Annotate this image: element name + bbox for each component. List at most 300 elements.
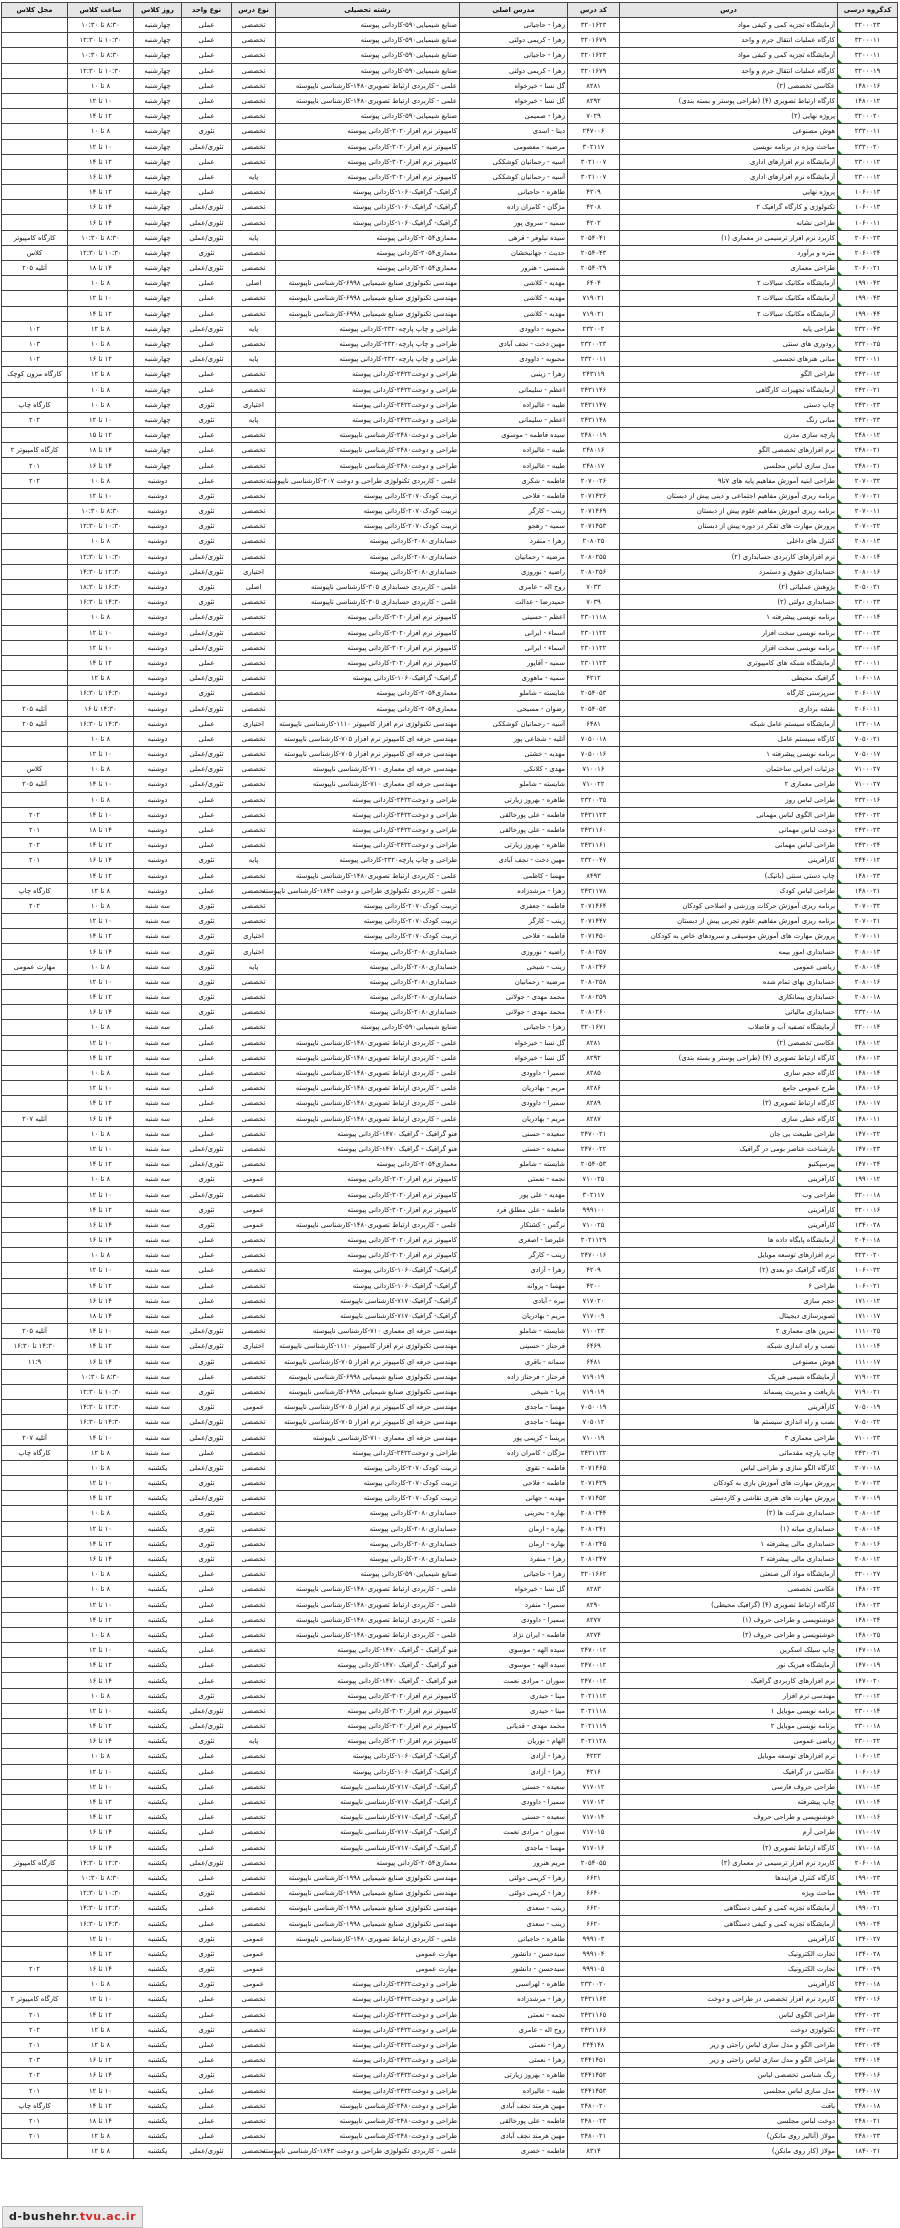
major-cell: گرافیک- گرافیک۷۱۷۰-کارشناسی ناپیوسته: [276, 1794, 460, 1809]
location-cell: [2, 1233, 68, 1248]
group-code-text: ۲۴۸۰۰۱۸: [854, 2101, 881, 2110]
teacher-cell: بهاره - ارمان: [460, 1536, 568, 1551]
table-row: [2, 1217, 898, 1232]
day-cell: یکشنبه: [134, 2037, 182, 2052]
course-type-cell: تخصصی: [232, 1825, 276, 1840]
course-type-cell: اختیاری: [232, 1339, 276, 1354]
course-title-cell: رنگ شناسی تخصصی لباس: [620, 2068, 838, 2083]
course-title-cell: آزمایشگاه شبکه های کامپیوتری: [620, 655, 838, 670]
group-code-cell: [838, 579, 898, 594]
time-cell: ۱۰ تا ۱۴: [68, 1324, 134, 1339]
table-row: [2, 655, 898, 670]
course-code-cell: ۷۱۰۰۲۵: [568, 1217, 620, 1232]
table-row: [2, 1688, 898, 1703]
time-cell: ۱۴ تا ۱۶: [68, 1551, 134, 1566]
unit-type-cell: تئوری: [182, 1400, 232, 1415]
teacher-cell: اسماء - ایرانی: [460, 640, 568, 655]
teacher-cell: سمیرا - منفرد: [460, 1597, 568, 1612]
course-type-cell: پایه: [232, 412, 276, 427]
course-code-cell: ۲۴۳۱۱۶۰: [568, 822, 620, 837]
unit-type-cell: تئوری: [182, 1551, 232, 1566]
major-cell: تربیت کودک۲۰۷۰-کاردانی پیوسته: [276, 488, 460, 503]
group-code-text: ۲۴۳۰۰۱۲: [854, 370, 881, 379]
teacher-cell: طاهره - بهروز زیارتی: [460, 2068, 568, 2083]
table-row: [2, 1248, 898, 1263]
table-row: [2, 1703, 898, 1718]
course-title-cell: سرپرستی کارگاه: [620, 686, 838, 701]
time-cell: ۱۴ تا ۱۶: [68, 200, 134, 215]
course-code-cell: ۲۴۳۱۱۴۷: [568, 397, 620, 412]
location-cell: [2, 1096, 68, 1111]
course-code-cell: ۸۲۸۳: [568, 1582, 620, 1597]
time-cell: ۱۴:۳۰ تا ۱۶: [68, 701, 134, 716]
time-cell: ۱۰ تا ۱۲: [68, 974, 134, 989]
teacher-cell: فاطمه - جعفری: [460, 898, 568, 913]
course-title-cell: آزمایشگاه تجزیه کمی و کیفی دستگاهی: [620, 1901, 838, 1916]
group-code-cell: [838, 1734, 898, 1749]
group-code-text: ۱۴۸۰۰۱۳: [854, 1053, 881, 1062]
cell-marker-icon: [838, 1805, 842, 1809]
teacher-cell: فاطمه - علی پورخالقی: [460, 2113, 568, 2128]
col-header-time: ساعت کلاس: [68, 3, 134, 18]
teacher-cell: فرحناز - فرحناز زاده: [460, 1369, 568, 1384]
group-code-cell: [838, 762, 898, 777]
course-title-cell: بافت: [620, 2098, 838, 2113]
course-title-cell: حسابداری شرکت ها (۲): [620, 1506, 838, 1521]
location-cell: [2, 655, 68, 670]
time-cell: ۸ تا ۱۰: [68, 1688, 134, 1703]
table-row: [2, 1460, 898, 1475]
unit-type-cell: عملی: [182, 1293, 232, 1308]
group-code-cell: [838, 1551, 898, 1566]
cell-marker-icon: [838, 165, 842, 169]
course-title-cell: آزمایشگاه مواد آلی صنعتی: [620, 1567, 838, 1582]
group-code-text: ۱۹۹۰۰۴۲: [854, 279, 881, 288]
course-code-cell: ۸۲۸۱: [568, 1035, 620, 1050]
course-title-cell: مهندسی نرم افزار: [620, 1688, 838, 1703]
course-title-cell: تمرین های معماری ۲: [620, 1324, 838, 1339]
time-cell: ۱۲ تا ۱۴: [68, 1719, 134, 1734]
cell-marker-icon: [838, 28, 842, 32]
group-code-text: ۲۴۴۰۰۱۴: [854, 2056, 881, 2065]
course-code-cell: ۲۳۲۰۰۲: [568, 321, 620, 336]
table-row: [2, 1035, 898, 1050]
time-cell: ۱۲ تا ۱۴: [68, 990, 134, 1005]
course-title-cell: آزمایشگاه نرم افزارهای اداری: [620, 169, 838, 184]
col-header-course: درس: [620, 3, 838, 18]
course-title-cell: دوخت لباس مجلسی: [620, 2113, 838, 2128]
course-title-cell: رودوزی های سنتی: [620, 336, 838, 351]
course-title-cell: عکاسی تخصصی (۲): [620, 78, 838, 93]
unit-type-cell: عملی: [182, 868, 232, 883]
cell-marker-icon: [838, 2094, 842, 2098]
unit-type-cell: عملی: [182, 1658, 232, 1673]
day-cell: سه شنبه: [134, 974, 182, 989]
teacher-cell: سیده نیلوفر - قرهی: [460, 230, 568, 245]
unit-type-cell: عملی: [182, 1627, 232, 1642]
time-cell: ۱۲ تا ۱۶: [68, 2053, 134, 2068]
course-code-cell: ۳۰۲۱۱۲۸: [568, 1734, 620, 1749]
day-cell: سه شنبه: [134, 1081, 182, 1096]
cell-marker-icon: [838, 1638, 842, 1642]
cell-marker-icon: [838, 1243, 842, 1247]
day-cell: یکشنبه: [134, 1870, 182, 1885]
unit-type-cell: تئوری/عملی: [182, 1187, 232, 1202]
course-type-cell: تخصصی: [232, 473, 276, 488]
time-cell: ۱۲ تا ۱۴: [68, 1202, 134, 1217]
group-code-cell: [838, 564, 898, 579]
day-cell: چهارشنبه: [134, 63, 182, 78]
major-cell: طراحی و دوخت۲۴۳۲-کاردانی پیوسته: [276, 2083, 460, 2098]
course-title-cell: کارگاه ارتباط تصویری (۴) (طراحی پوستر و بسته بندی): [620, 93, 838, 108]
table-row: [2, 1445, 898, 1460]
course-title-cell: مباحث ویژه: [620, 1886, 838, 1901]
location-cell: کلاس: [2, 245, 68, 260]
cell-marker-icon: [838, 1410, 842, 1414]
location-cell: [2, 18, 68, 33]
cell-marker-icon: [838, 89, 842, 93]
major-cell: مهندسی تکنولوژی نرم افزار کامپیوتر ۱۱۱۰-کارشناسی ناپیوسته: [276, 716, 460, 731]
major-cell: طراحی و چاپ پارچه۲۳۲۰-کاردانی پیوسته: [276, 336, 460, 351]
unit-type-cell: تئوری/عملی: [182, 1141, 232, 1156]
day-cell: چهارشنبه: [134, 291, 182, 306]
time-cell: ۱۴ تا ۱۶: [68, 458, 134, 473]
course-type-cell: تخصصی: [232, 1384, 276, 1399]
time-cell: ۱۲ تا ۱۴: [68, 929, 134, 944]
time-cell: ۱۰ تا ۱۲: [68, 640, 134, 655]
course-code-cell: ۹۹۹۱۰۳: [568, 1931, 620, 1946]
table-row: [2, 382, 898, 397]
table-row: [2, 185, 898, 200]
course-title-cell: چاپ پارچه مقدماتی: [620, 1445, 838, 1460]
location-cell: ۲۰۲: [2, 838, 68, 853]
group-code-text: ۷۱۹۰۰۲۲: [854, 1372, 881, 1381]
teacher-cell: فاطمه - شکری: [460, 473, 568, 488]
course-title-cell: حسابداری پیمانکاری: [620, 990, 838, 1005]
location-cell: ۲۰۱: [2, 853, 68, 868]
course-title-cell: حسابداری مالی پیشرفته ۱: [620, 1536, 838, 1551]
cell-marker-icon: [838, 256, 842, 260]
table-row: [2, 2144, 898, 2159]
course-type-cell: تخصصی: [232, 109, 276, 124]
group-code-cell: [838, 215, 898, 230]
day-cell: یکشنبه: [134, 1810, 182, 1825]
group-code-cell: [838, 382, 898, 397]
course-title-cell: تجارت الکترونیک: [620, 1962, 838, 1977]
location-cell: آتلیه ۲۰۵: [2, 701, 68, 716]
teacher-cell: دینا - اسدی: [460, 124, 568, 139]
teacher-cell: طیبه - عالیزاده: [460, 443, 568, 458]
major-cell: حسابداری۲۰۸۰-کاردانی پیوسته: [276, 1536, 460, 1551]
group-code-text: ۲۴۸۰۰۲۱: [854, 461, 881, 470]
table-row: [2, 777, 898, 792]
cell-marker-icon: [838, 1760, 842, 1764]
teacher-cell: مهین دخت - نجف آبادی: [460, 336, 568, 351]
table-row: [2, 1962, 898, 1977]
group-code-cell: [838, 1081, 898, 1096]
unit-type-cell: عملی: [182, 1840, 232, 1855]
location-cell: ۱۰۳: [2, 336, 68, 351]
teacher-cell: مهین دخت - نجف آبادی: [460, 853, 568, 868]
group-code-cell: [838, 488, 898, 503]
day-cell: چهارشنبه: [134, 412, 182, 427]
table-row: [2, 1612, 898, 1627]
group-code-text: ۲۳۰۰۰۲۲: [854, 1737, 881, 1746]
major-cell: طراحی و چاپ پارچه۲۳۲۰-کاردانی پیوسته: [276, 321, 460, 336]
teacher-cell: سمیه - آقاپور: [460, 655, 568, 670]
course-code-cell: ۲۳۲۰۰۲۳: [568, 336, 620, 351]
teacher-cell: شایسته - شاملو: [460, 777, 568, 792]
day-cell: چهارشنبه: [134, 33, 182, 48]
cell-marker-icon: [838, 1456, 842, 1460]
day-cell: دوشنبه: [134, 807, 182, 822]
major-cell: طراحی و دوخت۲۴۳۲-کاردانی پیوسته: [276, 412, 460, 427]
teacher-cell: مریم - بهادریان: [460, 1308, 568, 1323]
unit-type-cell: عملی: [182, 731, 232, 746]
col-header-location: محل کلاس: [2, 3, 68, 18]
day-cell: یکشنبه: [134, 1476, 182, 1491]
course-title-cell: بازیافت و مدیریت پسماند: [620, 1384, 838, 1399]
unit-type-cell: عملی: [182, 1810, 232, 1825]
table-row: [2, 124, 898, 139]
group-code-text: ۲۰۴۰۰۱۸: [854, 1236, 881, 1245]
day-cell: چهارشنبه: [134, 352, 182, 367]
group-code-text: ۲۰۷۰۰۳۲: [854, 476, 881, 485]
day-cell: چهارشنبه: [134, 93, 182, 108]
location-cell: [2, 1202, 68, 1217]
group-code-text: ۱۴۸۰۰۲۳: [854, 1600, 881, 1609]
location-cell: [2, 1081, 68, 1096]
day-cell: یکشنبه: [134, 2022, 182, 2037]
course-code-cell: ۲۰۸۰۲۵۸: [568, 974, 620, 989]
course-title-cell: حسابداری مالی پیشرفته ۲: [620, 1551, 838, 1566]
course-code-cell: ۷۱۷۰۲۰: [568, 1293, 620, 1308]
course-code-cell: ۲۴۸۰۰۲۱: [568, 2129, 620, 2144]
table-row: [2, 1734, 898, 1749]
course-code-cell: ۷۱۰۰۲۳: [568, 1324, 620, 1339]
course-type-cell: تخصصی: [232, 1612, 276, 1627]
course-code-cell: ۲۰۸۰۲۵۵: [568, 549, 620, 564]
course-title-cell: تکنولوژی دوخت: [620, 2022, 838, 2037]
cell-marker-icon: [838, 605, 842, 609]
course-code-cell: ۷۰۵۰۰۱۹: [568, 1400, 620, 1415]
teacher-cell: آسیه - رحمانیان کوشککی: [460, 169, 568, 184]
group-code-cell: [838, 1612, 898, 1627]
location-cell: [2, 1476, 68, 1491]
cell-marker-icon: [838, 1547, 842, 1551]
group-code-cell: [838, 1020, 898, 1035]
location-cell: [2, 1384, 68, 1399]
day-cell: سه شنبه: [134, 990, 182, 1005]
location-cell: [2, 109, 68, 124]
major-cell: طراحی و دوخت۲۴۳۲-کاردانی پیوسته: [276, 2068, 460, 2083]
group-code-cell: [838, 1096, 898, 1111]
major-cell: مهندسی حرفه ای معماری ۷۱۰-کارشناسی ناپیوسته: [276, 777, 460, 792]
course-title-cell: کارگاه عملیات انتقال جرم و واحد: [620, 33, 838, 48]
group-code-text: ۱۲۳۰۰۱۸: [854, 719, 881, 728]
table-row: [2, 1324, 898, 1339]
table-row: [2, 1111, 898, 1126]
time-cell: ۱۰ تا ۱۲: [68, 1187, 134, 1202]
course-title-cell: متره و برآورد: [620, 245, 838, 260]
table-row: [2, 48, 898, 63]
location-cell: [2, 1369, 68, 1384]
time-cell: ۱۲ تا ۱۴: [68, 1050, 134, 1065]
teacher-cell: آسیه - رحمانیان کوشککی: [460, 154, 568, 169]
cell-marker-icon: [838, 681, 842, 685]
cell-marker-icon: [838, 529, 842, 533]
group-code-cell: [838, 2144, 898, 2159]
unit-type-cell: عملی: [182, 428, 232, 443]
course-code-cell: ۲۰۷۱۴۵۳: [568, 519, 620, 534]
group-code-text: ۲۳۰۰۰۱۴: [854, 1706, 881, 1715]
major-cell: فنو گرافیک - گرافیک ۱۴۷۰-کاردانی پیوسته: [276, 1126, 460, 1141]
table-row: [2, 549, 898, 564]
day-cell: یکشنبه: [134, 2007, 182, 2022]
teacher-cell: شایسته - شاملو: [460, 1324, 568, 1339]
group-code-cell: [838, 1065, 898, 1080]
teacher-cell: فاطمه - فلاحی: [460, 488, 568, 503]
day-cell: سه شنبه: [134, 1415, 182, 1430]
teacher-cell: گل نسا - خیرخواه: [460, 1582, 568, 1597]
time-cell: ۱۴ تا ۱۶: [68, 1217, 134, 1232]
group-code-text: ۲۳۲۰۰۴۳: [854, 324, 881, 333]
day-cell: سه شنبه: [134, 1157, 182, 1172]
location-cell: [2, 1460, 68, 1475]
teacher-cell: مهدیه - کلاشی: [460, 276, 568, 291]
day-cell: چهارشنبه: [134, 109, 182, 124]
day-cell: یکشنبه: [134, 1840, 182, 1855]
group-code-text: ۲۰۶۰۰۲۴: [854, 248, 881, 257]
day-cell: سه شنبه: [134, 944, 182, 959]
day-cell: سه شنبه: [134, 1354, 182, 1369]
table-row: [2, 1825, 898, 1840]
col-header-teacher: مدرس اصلی: [460, 3, 568, 18]
teacher-cell: روح اله - عامری: [460, 2022, 568, 2037]
course-title-cell: عکاسی تخصصی (۲): [620, 1035, 838, 1050]
group-code-cell: [838, 1521, 898, 1536]
time-cell: ۱۰ تا ۱۲: [68, 412, 134, 427]
course-type-cell: تخصصی: [232, 1992, 276, 2007]
course-title-cell: طراحی الگوی لباس: [620, 2007, 838, 2022]
table-row: [2, 291, 898, 306]
col-header-group-code: کدگروه درسی: [838, 3, 898, 18]
day-cell: دوشنبه: [134, 610, 182, 625]
group-code-text: ۱۷۱۰۰۱۷: [854, 1828, 881, 1837]
location-cell: [2, 1810, 68, 1825]
time-cell: ۸:۳۰ تا ۱۰:۳۰: [68, 48, 134, 63]
cell-marker-icon: [838, 302, 842, 306]
group-code-cell: [838, 640, 898, 655]
teacher-cell: زینب - کارگر: [460, 914, 568, 929]
group-code-text: ۱۴۸۰۰۲۴: [854, 1615, 881, 1624]
group-code-text: ۱۴۸۰۰۱۲: [854, 97, 881, 106]
table-row: [2, 1202, 898, 1217]
time-cell: ۸ تا ۱۰: [68, 276, 134, 291]
group-code-text: ۲۰۸۰۰۱۲: [854, 1555, 881, 1564]
cell-marker-icon: [838, 393, 842, 397]
course-code-cell: ۲۴۷۰۰۱۳: [568, 1673, 620, 1688]
teacher-cell: اعظم - سلیمانی: [460, 382, 568, 397]
course-type-cell: تخصصی: [232, 868, 276, 883]
day-cell: دوشنبه: [134, 504, 182, 519]
location-cell: [2, 154, 68, 169]
group-code-text: ۲۰۸۰۰۱۴: [854, 1524, 881, 1533]
location-cell: ۲۰۱: [2, 458, 68, 473]
course-title-cell: کارآفرینی: [620, 1172, 838, 1187]
teacher-cell: طاهره - حاجیانی: [460, 1931, 568, 1946]
major-cell: طراحی و دوخت۲۴۳۲-کاردانی پیوسته: [276, 397, 460, 412]
teacher-cell: نجمه - نعمتی: [460, 1172, 568, 1187]
time-cell: ۱۲:۳۰ تا ۱۴:۳۰: [68, 1855, 134, 1870]
course-code-cell: ۸۲۷۴: [568, 1627, 620, 1642]
course-title-cell: کارگاه ارتباط تصویری (۴) (طراحی پوستر و بسته بندی): [620, 1050, 838, 1065]
day-cell: یکشنبه: [134, 1719, 182, 1734]
unit-type-cell: عملی: [182, 2007, 232, 2022]
course-code-cell: ۲۰۷۱۴۶۹: [568, 504, 620, 519]
unit-type-cell: عملی: [182, 1901, 232, 1916]
teacher-cell: زهرا - حاجیانی: [460, 1020, 568, 1035]
course-title-cell: مولاژ (کار روی مانکن): [620, 2144, 838, 2159]
teacher-cell: سمیرا - داوودی: [460, 1065, 568, 1080]
unit-type-cell: عملی: [182, 1081, 232, 1096]
course-title-cell: طراحی وب: [620, 1187, 838, 1202]
teacher-cell: مهدیه - جهانی: [460, 1491, 568, 1506]
course-code-cell: ۹۹۹۱۰۰: [568, 1202, 620, 1217]
course-type-cell: عمومی: [232, 1217, 276, 1232]
cell-marker-icon: [838, 1000, 842, 1004]
group-code-text: ۱۰۶۰۰۱۶: [854, 1767, 881, 1776]
major-cell: علمی - کاربردی ارتباط تصویری۱۴۸۰-کارشناسی ناپیوسته: [276, 1597, 460, 1612]
time-cell: ۱۲ تا ۱۴: [68, 185, 134, 200]
major-cell: حسابداری۲۰۸۰-کاردانی پیوسته: [276, 1551, 460, 1566]
major-cell: علمی - کاربردی حسابداری ۳۰۵-کارشناسی ناپیوسته: [276, 579, 460, 594]
cell-marker-icon: [838, 438, 842, 442]
unit-type-cell: تئوری/عملی: [182, 261, 232, 276]
course-code-cell: ۲۰۵۴۰۵۵: [568, 1855, 620, 1870]
course-code-cell: ۷۱۷۰۰۹: [568, 1308, 620, 1323]
group-code-text: ۲۳۰۰۰۱۲: [854, 157, 881, 166]
teacher-cell: سیده الهه - موسوی: [460, 1658, 568, 1673]
location-cell: [2, 1065, 68, 1080]
cell-marker-icon: [838, 1213, 842, 1217]
cell-marker-icon: [838, 332, 842, 336]
day-cell: سه شنبه: [134, 1430, 182, 1445]
day-cell: چهارشنبه: [134, 78, 182, 93]
group-code-cell: [838, 655, 898, 670]
teacher-cell: زهرا - آزادی: [460, 1263, 568, 1278]
unit-type-cell: تئوری/عملی: [182, 1430, 232, 1445]
day-cell: سه شنبه: [134, 1096, 182, 1111]
group-code-cell: [838, 336, 898, 351]
group-code-cell: [838, 1855, 898, 1870]
day-cell: چهارشنبه: [134, 276, 182, 291]
table-row: [2, 1278, 898, 1293]
location-cell: ۱۰۲: [2, 352, 68, 367]
course-title-cell: پروژه نهایی (۲): [620, 109, 838, 124]
course-type-cell: تخصصی: [232, 625, 276, 640]
course-type-cell: تخصصی: [232, 990, 276, 1005]
course-title-cell: آزمایشگاه تجزیه کمی و کیفی مواد: [620, 18, 838, 33]
location-cell: [2, 33, 68, 48]
course-code-cell: ۲۰۷۱۴۶۴: [568, 898, 620, 913]
course-code-cell: ۲۴۷۰۰۲۲: [568, 1141, 620, 1156]
course-type-cell: تخصصی: [232, 1157, 276, 1172]
course-title-cell: طراحی ابنیه آموزش مفاهیم پایه های ۷تا۹: [620, 473, 838, 488]
unit-type-cell: تئوری: [182, 914, 232, 929]
teacher-cell: نیره - آبادی: [460, 1293, 568, 1308]
course-title-cell: مدل سازی لباس مجلسی: [620, 2083, 838, 2098]
